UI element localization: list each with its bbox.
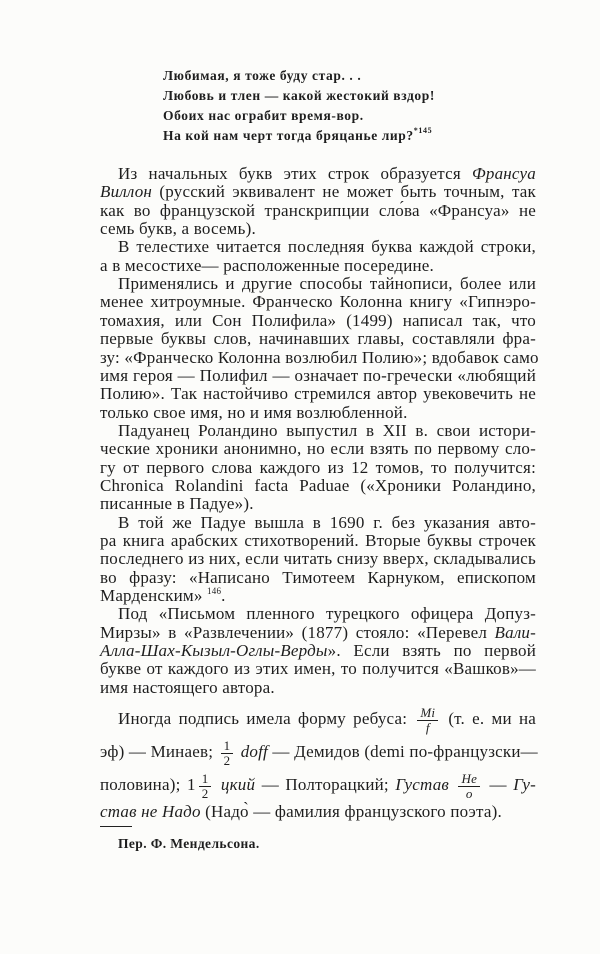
text-segment: только свое имя, но и имя возлюбленной. [100, 403, 408, 422]
text-line [118, 422, 536, 440]
text-segment: Chronica Rolandini facta Paduae («Хроники Роландино, [100, 476, 536, 495]
text-segment: ческие хроники анонимно, но если взять по первому сло- [100, 439, 536, 458]
text-line [118, 704, 536, 734]
text-line [100, 587, 536, 605]
text-segment: букве от каждого из этих имен, то получится «Вашков»— [100, 659, 536, 678]
text-line [100, 330, 536, 348]
text-line [118, 165, 536, 183]
text-segment: . [221, 586, 226, 605]
text-segment: первые буквы слов, начинавших главы, составляли фра- [100, 329, 536, 348]
text-line [100, 459, 536, 477]
text-segment: как во французской транскрипции сло́ва «Франсуа» не [100, 201, 536, 220]
text-line [100, 404, 536, 422]
text-segment: писанные в Падуе»). [100, 494, 254, 513]
fraction-denominator: o [465, 785, 473, 801]
text-line [100, 202, 536, 220]
text-segment: Густав [395, 775, 456, 794]
text-line [100, 495, 536, 513]
text-line [100, 348, 539, 367]
text-segment: doff [236, 742, 268, 761]
poem-line: Любимая, я тоже буду стар. . . [163, 68, 362, 83]
poem-line: Обоих нас ограбит время-вор. [163, 108, 364, 123]
text-segment: имя настоящего автора. [100, 678, 275, 697]
text-segment: цкий [214, 775, 256, 794]
text-line [100, 569, 536, 587]
text-segment: В той же Падуе вышла в 1690 г. без указания авто- [118, 513, 536, 532]
fraction-numerator: 1 [199, 772, 212, 787]
text-segment: гу от первого слова каждого из 12 томов, то получится: [100, 458, 536, 477]
text-line [100, 624, 536, 642]
fraction [221, 739, 234, 768]
text-segment: (русский эквивалент не может быть точным, так [152, 182, 536, 201]
poem-line-text: На кой нам черт тогда бряцанье лир? [163, 128, 414, 143]
text-line [118, 275, 536, 293]
fraction [458, 772, 480, 801]
text-line [118, 238, 536, 256]
text-segment: став не Надо [100, 802, 201, 821]
text-line [100, 660, 536, 678]
text-segment: Марденским» [100, 586, 208, 605]
text-segment: эф) — Минаев; [100, 742, 218, 761]
text-line [100, 550, 536, 568]
text-segment: — Полторацкий; [255, 775, 396, 794]
text-segment: (т. е. ми на [441, 709, 536, 728]
text-segment: — Демидов (demi по-французски— [267, 742, 538, 761]
text-line [100, 477, 536, 495]
fraction [199, 772, 212, 801]
text-line [100, 367, 536, 385]
text-segment: Применялись и другие способы тайнописи, более или [118, 274, 536, 293]
text-segment: во фразу: «Написано Тимотеем Карнуком, епископом [100, 568, 536, 587]
text-segment: половина); 1 [100, 775, 196, 794]
text-segment: Франсуа [472, 164, 536, 183]
text-line [100, 220, 536, 238]
text-line [100, 737, 536, 767]
text-segment: Мирзы» в «Развлечении» (1877) стояло: «Перевел [100, 623, 495, 642]
text-segment: Под «Письмом пленного турецкого офицера Допуз- [118, 604, 536, 623]
text-segment: Иногда подпись имела форму ребуса: [118, 709, 415, 728]
text-line [100, 770, 536, 800]
fraction-numerator: Mi [417, 706, 438, 721]
text-line [100, 642, 536, 660]
text-segment: семь букв, а восемь). [100, 219, 256, 238]
text-segment: а в месостихе— расположенные посередине. [100, 256, 434, 275]
fraction [417, 706, 438, 735]
text-segment: ». Если взять по первой [327, 641, 536, 660]
text-segment: — [483, 775, 514, 794]
text-segment: Полию». Так настойчиво стремился автор увековечить не [100, 384, 536, 403]
text-line [118, 514, 536, 532]
text-segment: В телестихе читается последняя буква каждой строки, [118, 237, 536, 256]
fraction-denominator: f [425, 719, 430, 735]
footnote-marker: *145 [413, 126, 433, 135]
fraction-denominator: 2 [223, 752, 231, 768]
fraction-denominator: 2 [201, 785, 209, 801]
text-segment: Алла-Шах-Кызыл-Оглы-Верды [100, 641, 328, 660]
fraction-numerator: 1 [221, 739, 234, 754]
text-segment: ра книга арабских стихотворений. Вторые буквы строчек [100, 531, 536, 550]
text-segment: (Надо̀ — фамилия французского поэта). [200, 802, 502, 821]
text-segment: Падуанец Роландино выпустил в XII в. свои истори- [118, 421, 536, 440]
poem-line: Любовь и тлен — какой жестокий вздор! [163, 88, 435, 103]
footnote: Пер. Ф. Мендельсона. [118, 836, 260, 851]
text-segment: Виллон [100, 182, 153, 201]
poem-line [163, 126, 435, 146]
text-segment: менее хитроумные. Франческо Колонна книгу «Гипнэро- [100, 292, 536, 311]
text-line [100, 679, 536, 697]
text-segment: Из начальных букв этих строк образуется [118, 164, 473, 183]
text-line [100, 183, 536, 201]
text-segment: имя героя — Полифил — означает по-гречески «любящий [100, 366, 536, 385]
text-line [118, 605, 536, 623]
text-segment: томахия, или Сон Полифила» (1499) написал так, что [100, 311, 536, 330]
text-line [100, 385, 536, 403]
footnote-divider [100, 826, 132, 827]
text-line [100, 532, 536, 550]
text-line [100, 293, 536, 311]
text-line [100, 257, 536, 275]
text-line [100, 440, 536, 458]
text-line [100, 803, 536, 821]
fraction-numerator: He [458, 772, 480, 787]
text-line [100, 312, 536, 330]
text-segment: Гу- [513, 775, 537, 794]
footnote-marker: 146 [207, 586, 222, 596]
text-segment: последнего из них, если читать снизу вверх, складывались [100, 549, 536, 568]
text-segment: зу: «Франческо Колонна возлюбил Полию»; вдобавок само [100, 348, 539, 367]
epigraph-poem [163, 66, 435, 146]
text-segment: Вали- [494, 623, 536, 642]
